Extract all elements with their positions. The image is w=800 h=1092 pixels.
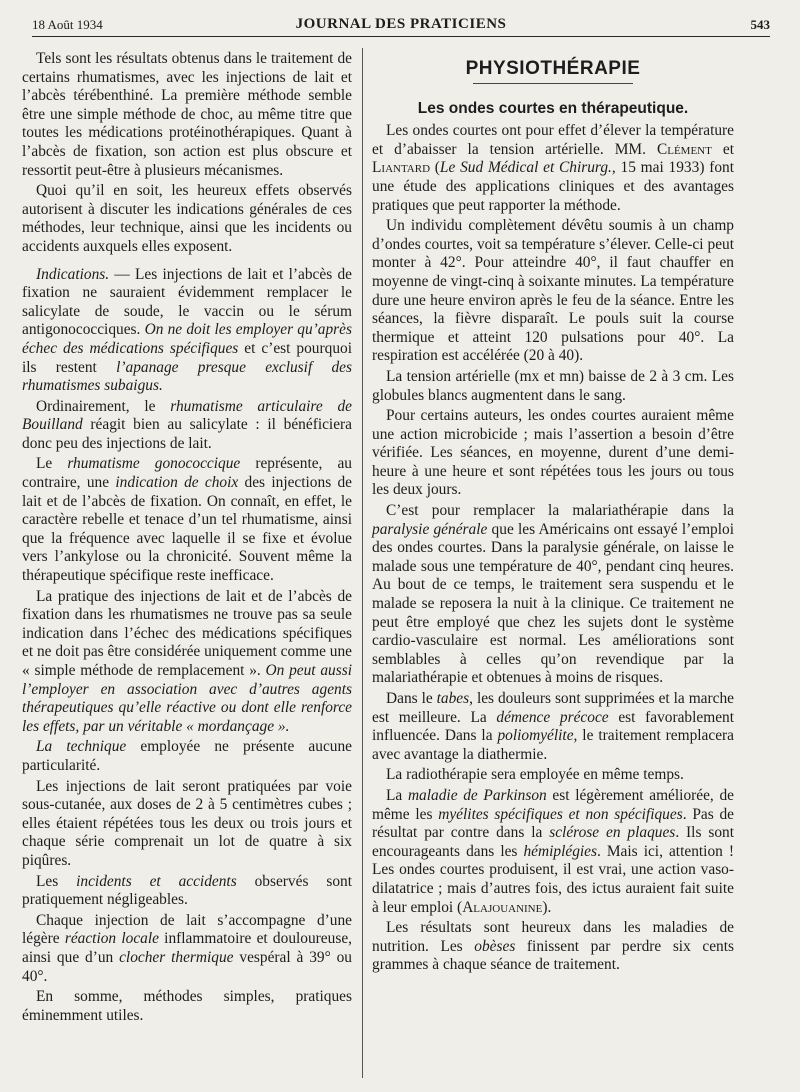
paragraph: Quoi qu’il en soit, les heureux effets observés autorisent à discuter les indications générales de ces méthodes, leur technique, ainsi que les incidents ou accidents auxquels elles exposent.: [22, 182, 352, 255]
paragraph: Dans le tabes, les douleurs sont supprimées et la marche est meilleure. La démence précoce est favorablement influencée. Dans la poliomyélite, le traitement remplacera avec avantage la diathermie.: [372, 690, 734, 763]
header-date: 18 Août 1934: [32, 17, 103, 32]
paragraph-technique: La technique employée ne présente aucune particularité.: [22, 738, 352, 774]
run-heading: Indications.: [36, 265, 110, 283]
paragraph: La radiothérapie sera employée en même temps.: [386, 766, 684, 784]
paragraph: Le rhumatisme gonococcique représente, au contraire, une indication de choix des injections de lait et de l’abcès de fixation. On connaît, en effet, le caractère rebelle et tenace d’un tel rhumatisme, ainsi que la fréquence avec laquelle il se fixe et évolue vers l’ankylose ou la chronicité. Souvent même la thérapeutique spécifique reste inefficace.: [22, 455, 353, 585]
paragraph: Ordinairement, le rhumatisme articulaire de Bouilland réagit bien au salicylate : il bénéficiera donc peu des injections de lait.: [22, 397, 352, 452]
section-rule: [473, 83, 633, 84]
left-column: [22, 50, 352, 1027]
paragraph: La pratique des injections de lait et de l’abcès de fixation dans les rhumatismes ne trouve pas sa seule indication dans l’échec des médications spécifiques et ne doit pas être considérée uniquement comme une « simple méthode de remplacement ». On peut aussi l’employer en association avec d’autres agents thérapeutiques qu’elle réactive ou dont elle renforce les effets, par un véritable « mordançage ».: [22, 587, 352, 735]
paragraph: En somme, méthodes simples, pratiques éminemment utiles.: [22, 988, 352, 1024]
paragraph: C’est pour remplacer la malariathérapie dans la paralysie générale que les Américains ont essayé l’emploi des ondes courtes. Dans la paralysie générale, on laisse le malade sous une température de 40°, pendant cinq heures. Au bout de ce temps, le traitement sera suspendu et le malade se reposera la nuit à la clinique. Ce traitement ne peut être employé que chez les sujets dont le système cardio-vasculaire est normal. Les améliorations sont semblables à celles qu’on revendique par la malariathérapie et obtenues à moins de risques.: [372, 502, 734, 687]
page-header: [32, 14, 770, 37]
page-number: 543: [750, 17, 770, 32]
paragraph: Les incidents et accidents observés sont pratiquement négligeables.: [22, 872, 352, 909]
article-title: Les ondes courtes en thérapeutique.: [417, 99, 689, 117]
paragraph: Les ondes courtes ont pour effet d’élever la température et d’abaisser la tension artérielle. MM. Clément et Liantard (Le Sud Médical et Chirurg., 15 mai 1933) font une étude des applications cliniques et des avantages pratiques que peut rapporter la méthode.: [372, 122, 734, 214]
right-column: [372, 58, 734, 977]
paragraph: Les résultats sont heureux dans les maladies de nutrition. Les obèses finissent par perdre six cents grammes à chaque séance de traitement.: [372, 919, 734, 974]
paragraph: Un individu complètement dévêtu soumis à un champ d’ondes courtes, voit sa température s’élever. Celle-ci peut monter à 42°. Pour atteindre 40°, il faut chauffer en moyenne de vingt-cinq à soixante minutes. La température dure une heure environ après le feu de la séance. Entre les séances, la fièvre disparaît. Le pouls suit la course thermique et atteint 120 pulsations pour 40°. La respiration est accélérée (20 à 40).: [372, 217, 734, 365]
section-title: PHYSIOTHÉRAPIE: [465, 58, 641, 79]
paragraph-indications: Indications. — Les injections de lait et l’abcès de fixation ne sauraient évidemment remplacer le salicylate de soude, le vaccin ou le sérum antigonococciques. On ne doit les employer qu’après échec des médications spécifiques et c’est pourquoi ils restent l’apanage presque exclusif des rhumatismes subaigus.: [22, 265, 352, 395]
paragraph: La tension artérielle (mx et mn) baisse de 2 à 3 cm. Les globules blancs augmentent dans le sang.: [372, 367, 734, 404]
paragraph: Tels sont les résultats obtenus dans le traitement de certains rhumatismes, avec les injections de lait et l’abcès térébenthiné. La première méthode semble être une simple méthode de choc, au même titre que toutes les médications protéinothérapiques. Quant à l’abcès de fixation, son action est plus obscure et ressortit peut-être à plusieurs mécanismes.: [22, 50, 352, 179]
paragraph: Les injections de lait seront pratiquées par voie sous-cutanée, aux doses de 2 à 5 centimètres cubes ; elles étaient répétées tous les deux ou trois jours et chaque série comprenait un lot de quatre à six piqûres.: [22, 777, 352, 869]
journal-title: JOURNAL DES PRATICIENS: [295, 16, 507, 32]
paragraph: Chaque injection de lait s’accompagne d’une légère réaction locale inflammatoire et douloureuse, ainsi que d’un clocher thermique vespéral à 39° ou 40°.: [22, 911, 353, 985]
paragraph: La maladie de Parkinson est légèrement améliorée, de même les myélites spécifiques et non spécifiques. Pas de résultat par contre dans la sclérose en plaques. Ils sont encourageants dans les hémiplégies. Mais ici, attention ! Les ondes courtes produisent, il est vrai, une action vaso-dilatatrice ; mais d’autres fois, des ictus auraient fait suite à leur emploi (Alajouanine).: [372, 786, 735, 916]
paragraph: Pour certains auteurs, les ondes courtes auraient même une action microbicide ; mais l’assertion a besoin d’être vérifiée. Les séances, en moyenne, durent d’une demi-heure à une heure et sont répétées tous les jours ou tous les deux jours.: [372, 407, 734, 499]
column-divider: [362, 48, 363, 1078]
